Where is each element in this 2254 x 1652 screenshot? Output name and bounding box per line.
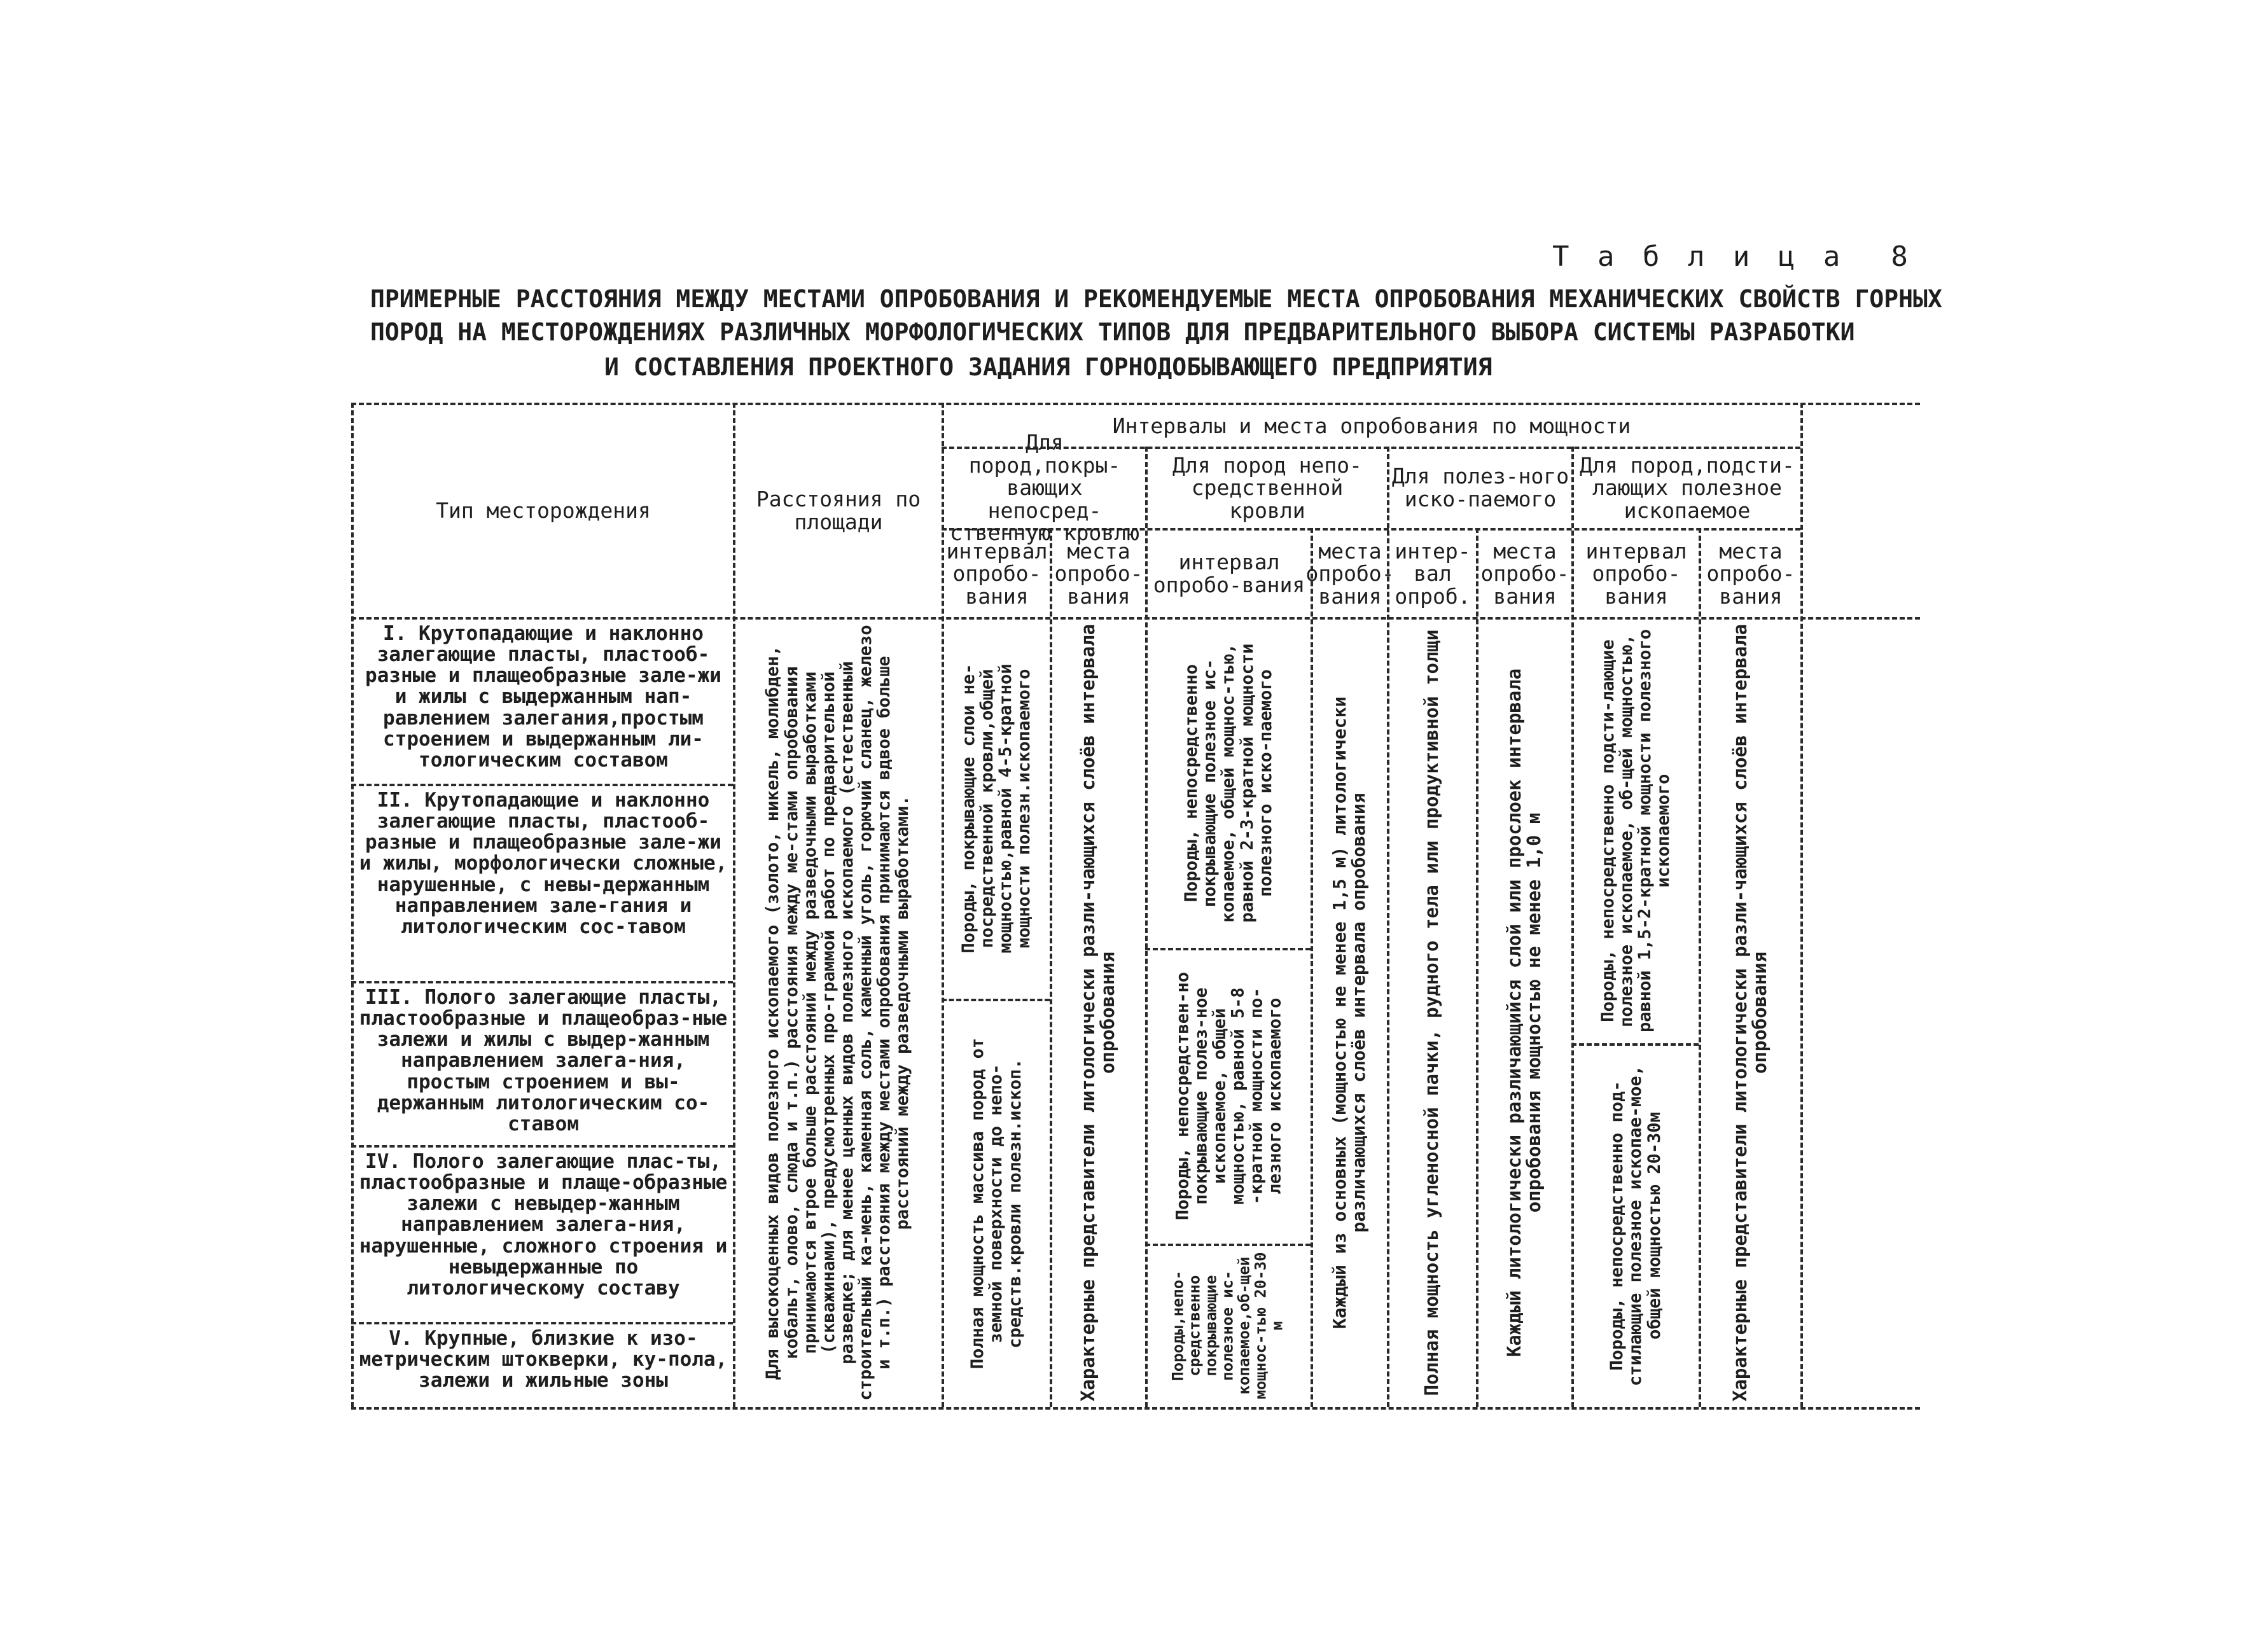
- header-g1-interval: интервал опробо-вания: [946, 538, 1048, 609]
- cell-g2-interval-lower-text: Породы, непосредствен-но покрывающие полез-ное ископаемое, общей мощностью, равной 5-8 -кратной мощности по-лезного ископаемого: [1172, 971, 1285, 1221]
- rule-row3: [351, 1145, 733, 1148]
- cell-g2-interval-bottom-text: Породы,непо-средственно покрывающие полезное ис-копаемое,об-щей мощнос-тью 20-30 м: [1169, 1252, 1286, 1399]
- header-type: Тип месторождения: [436, 498, 651, 524]
- cell-g2-interval-lower: [1148, 950, 1309, 1242]
- header-g3-interval: интер-вал опроб.: [1395, 538, 1471, 609]
- header-group-roof: Для пород непо-средственной кровли: [1172, 452, 1362, 523]
- cell-g4-interval-lower: [1574, 1046, 1697, 1406]
- cell-g4-places-text: Характерные представители литологически разли-чающихся слоёв интервала опробования: [1729, 623, 1771, 1402]
- header-g1-places: места опробо-вания: [1054, 538, 1143, 609]
- cell-g2-places-text: Каждый из основных (мощностью не менее 1,5 м) литологически различающихся слоёв интервала опробования: [1328, 696, 1369, 1329]
- cell-g1-places: [1052, 620, 1144, 1406]
- rule-row2: [351, 981, 733, 983]
- cell-g3-interval-text: Полная мощность угленосной пачки, рудного тела или продуктивной толщи: [1421, 629, 1443, 1396]
- deposit-type-5: V. Крупные, близкие к изо-метрическим штокверки, ку-пола, залежи и жильные зоны: [359, 1327, 728, 1392]
- rule-row1: [351, 784, 733, 786]
- cell-g1-places-text: Характерные представители литологически разли-чающихся слоёв интервала опробования: [1076, 623, 1118, 1402]
- header-intervals: Интервалы и места опробования по мощности: [1112, 413, 1631, 439]
- cell-g3-interval: [1389, 620, 1475, 1406]
- rule-left: [351, 403, 354, 1407]
- cell-g1-interval-upper-text: Породы, покрывающие слои не-посредственной кровли,общей мощностью,равной 4-5-кратной мощности полезн.ископаемого: [958, 663, 1034, 954]
- rule-row4: [351, 1322, 733, 1324]
- cell-g2-interval-upper-text: Породы, непосредственно покрывающие полезное ис-копаемое, общей мощнос-тью, равной 2-3-кратной мощности полезного иско-паемого: [1181, 643, 1276, 923]
- rule-top: [351, 403, 1920, 405]
- cell-g4-interval-upper-text: Породы, непосредственно подсти-лающие полезное ископаемое, об-щей мощностью, равной 1,5-2-кратной мощности полезного ископаемого: [1597, 629, 1674, 1032]
- deposit-type-3: III. Полого залегающие пласты, пластообразные и плащеобраз-ные залежи и жилы с выдер-жанным направлением залега-ния, простым строением и вы-держанным литологическим со-ставом: [359, 986, 728, 1135]
- header-g2-places: места опробо-вания: [1305, 538, 1395, 609]
- cell-g2-interval-upper: [1148, 620, 1309, 947]
- header-group-mineral: Для полез-ного иско-паемого: [1391, 464, 1569, 511]
- cell-g4-places: [1701, 620, 1799, 1406]
- cell-g1-interval-lower-text: Полная мощность массива пород от земной поверхности до непо-средств.кровли полезн.ископ.: [968, 1038, 1025, 1370]
- cell-g4-interval-upper: [1574, 620, 1697, 1042]
- deposit-type-1: I. Крутопадающие и наклонно залегающие пласты, пластооб-разные и плащеобразные зале-жи и жилы с выдержанным нап-равлением залегания,простым строением и выдержанным ли-тологическим составом: [365, 622, 721, 772]
- header-g3-places: места опробо-вания: [1480, 538, 1569, 609]
- header-g2-interval: интервал опробо-вания: [1153, 550, 1305, 597]
- cell-g3-places: [1478, 620, 1570, 1406]
- cell-g2-places: [1313, 620, 1386, 1406]
- cell-distances: [735, 620, 940, 1406]
- deposit-type-4: IV. Полого залегающие плас-ты, пластообразные и плаще-образные залежи с невыдер-жанным направлением залега-ния, нарушенные, сложного строения и невыдержанные по литологическому составу: [359, 1150, 728, 1300]
- cell-g2-interval-bottom: [1148, 1246, 1309, 1406]
- header-group-floor: Для пород,подсти-лающих полезное ископаемое: [1580, 452, 1795, 523]
- header-group-overburden: Для пород,покры-вающих непосред-ственную кровлю: [949, 429, 1139, 546]
- title-line-2: ПОРОД НА МЕСТОРОЖДЕНИЯХ РАЗЛИЧНЫХ МОРФОЛОГИЧЕСКИХ ТИПОВ ДЛЯ ПРЕДВАРИТЕЛЬНОГО ВЫБОРА СИСТЕМЫ РАЗРАБОТКИ: [370, 318, 1855, 346]
- cell-distances-text: Для высокоценных видов полезного ископаемого (золото, никель, молибден, кобальт, олово, слюда и т.п.) расстояния между ме-стами опробования принимаются втрое больше расстояний между разведочными выработками (скважинами), предусмотренных про-граммой работ по предварительной разведке; для менее ценных видов полезного ископаемого (естественный строительный ка-мень, каменная соль, каменный уголь, горючий сланец, железо и т.п.) расстояния между местами опробования принимаются вдвое больше расстояний между разведочными выработками.: [763, 625, 913, 1401]
- title-line-1: ПРИМЕРНЫЕ РАССТОЯНИЯ МЕЖДУ МЕСТАМИ ОПРОБОВАНИЯ И РЕКОМЕНДУЕМЫЕ МЕСТА ОПРОБОВАНИЯ МЕХАНИЧЕСКИХ СВОЙСТВ ГОРНЫХ: [370, 285, 1942, 313]
- table-number: Т а б л и ц а 8: [1552, 240, 1914, 273]
- cell-g3-places-text: Каждый литологически различающийся слой или прослоек интервала опробования мощностью не менее 1,0 м: [1503, 668, 1545, 1357]
- header-g4-places: места опробо-вания: [1706, 538, 1795, 609]
- rule-right: [1800, 403, 1803, 1407]
- cell-g1-interval-upper: [944, 620, 1048, 997]
- cell-g1-interval-lower: [944, 1001, 1048, 1406]
- header-distances: Расстояния по площади: [756, 487, 921, 534]
- cell-g4-interval-lower-text: Породы, непосредственно под-стилающие полезное ископае-мое, общей мощностью 20-30м: [1607, 1065, 1664, 1386]
- title-line-3: И СОСТАВЛЕНИЯ ПРОЕКТНОГО ЗАДАНИЯ ГОРНОДОБЫВАЮЩЕГО ПРЕДПРИЯТИЯ: [604, 353, 1492, 381]
- header-g4-interval: интервал опробо-вания: [1585, 538, 1687, 609]
- rule-bottom: [351, 1407, 1920, 1410]
- deposit-type-2: II. Крутопадающие и наклонно залегающие пласты, пластооб-разные и плащеобразные зале-жи и жилы, морфологически сложные, нарушенные, с невы-держанным направлением зале-гания и литологическим сос-тавом: [359, 789, 728, 938]
